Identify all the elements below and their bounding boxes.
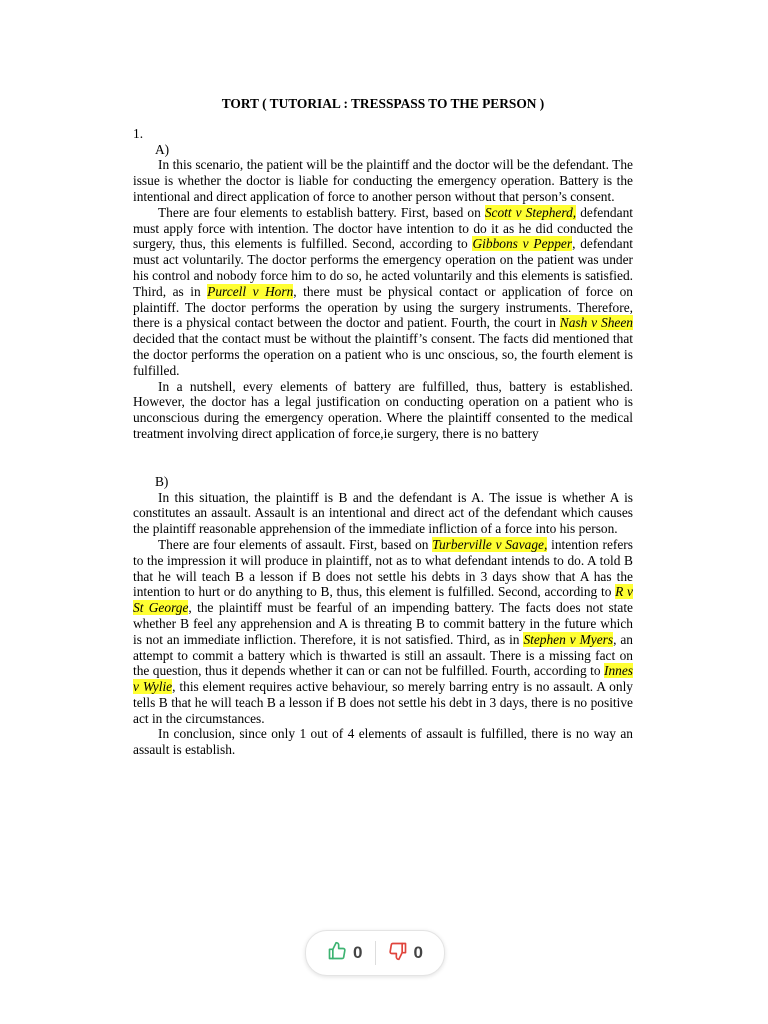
- downvote-button[interactable]: [376, 939, 435, 967]
- text-run: , defendant must act voluntarily. The doctor performs the emergency operation on the patient was under his control and nobody force him to do so, he acted voluntarily and this elements is satisfied. Third, as in: [133, 236, 633, 299]
- vote-bar: [305, 930, 445, 976]
- text-run: There are four elements to establish battery. First, based on: [158, 204, 485, 220]
- question-number: 1.: [133, 125, 144, 141]
- part-a-paragraph-1: In this scenario, the patient will be the plaintiff and the doctor will be the defendant. The issue is whether the doctor is liable for conducting the emergency operation. Battery is the intentional and direct application of force to another person without that person’s consent.: [133, 157, 633, 204]
- upvote-count: 0: [353, 943, 363, 962]
- part-b-paragraph-3: In conclusion, since only 1 out of 4 elements of assault is fulfilled, there is no way an assault is establish.: [133, 726, 633, 758]
- part-a-label: A): [155, 141, 170, 157]
- part-b-paragraph-1: In this situation, the plaintiff is B and the defendant is A. The issue is whether A is constitutes an assault. Assault is an intentional and direct act of the defendant which causes the plaintiff reasonable apprehension of the immediate infliction of a force into his person.: [133, 489, 633, 537]
- document-title: TORT ( TUTORIAL : TRESSPASS TO THE PERSON ): [221, 96, 545, 111]
- thumbs-down-icon: [388, 941, 408, 966]
- case-citation-highlight: Gibbons v Pepper: [472, 236, 573, 252]
- text-run: defendant must apply force with intention. The doctor have intention to do it as he did conducted the surgery, thus, this elements is fulfilled. Second, according to: [133, 204, 633, 252]
- part-b-paragraph-2: [133, 537, 633, 727]
- text-run: , the plaintiff must be fearful of an impending battery. The facts does not state whether B feel any apprehension and A is threating B to commit battery in the future which is not an immediate infliction. Therefore, it is not satisfied. Third, as in: [133, 600, 633, 647]
- part-a-paragraph-3: In a nutshell, every elements of battery are fulfilled, thus, battery is established. However, the doctor has a legal justification on conducting operation on a patient who is unconscious during the emergency operation. Where the plaintiff consented to the medical treatment involving direct application of force,ie surgery, there is no battery: [133, 378, 633, 441]
- text-run: intention refers to the impression it will produce in plaintiff, not as to what defendant intends to do. A told B that he will teach B a lesson if B does not settle his debts in 3 days show that A has the intention to hurt or do anything to B, thus, this element is fulfilled. Second, according to: [133, 536, 633, 600]
- case-citation-highlight: Innes v Wylie: [133, 663, 633, 695]
- upvote-button[interactable]: [315, 939, 374, 967]
- part-a-paragraph-2: [133, 205, 633, 379]
- text-run: decided that the contact must be without the plaintiff’s consent. The facts did mentioned that the doctor performs the operation on a patient who is unc onscious, so, the fourth element is fulfilled.: [133, 331, 633, 378]
- case-citation-highlight: Scott v Stepherd,: [484, 204, 577, 220]
- case-citation-highlight: Purcell v Horn: [207, 283, 294, 299]
- text-run: , there must be physical contact or application of force on plaintiff. The doctor performs the operation by using the surgery instruments. Therefore, there is a physical contact between the doctor and patient. Fourth, the court in: [133, 283, 633, 331]
- thumbs-up-icon: [327, 941, 347, 966]
- document-page: [133, 96, 633, 758]
- case-citation-highlight: R v St George: [133, 584, 633, 616]
- part-b-label: B): [155, 473, 169, 489]
- text-run: , this element requires active behaviour, so merely barring entry is no assault. A only tells B that he will teach B a lesson if B does not settle his debt in 3 days, there is no positive act in the circumstances.: [133, 679, 633, 726]
- case-citation-highlight: Nash v Sheen: [559, 315, 633, 331]
- text-run: There are four elements of assault. First, based on: [158, 536, 433, 552]
- text-run: , an attempt to commit a battery which is thwarted is still an assault. There is a missing fact on the question, thus it depends whether it can or can not be fulfilled. Fourth, according to: [133, 631, 634, 679]
- downvote-count: 0: [413, 943, 423, 962]
- case-citation-highlight: Stephen v Myers: [523, 631, 614, 647]
- section-gap: [133, 442, 633, 474]
- case-citation-highlight: Turberville v Savage,: [432, 536, 548, 552]
